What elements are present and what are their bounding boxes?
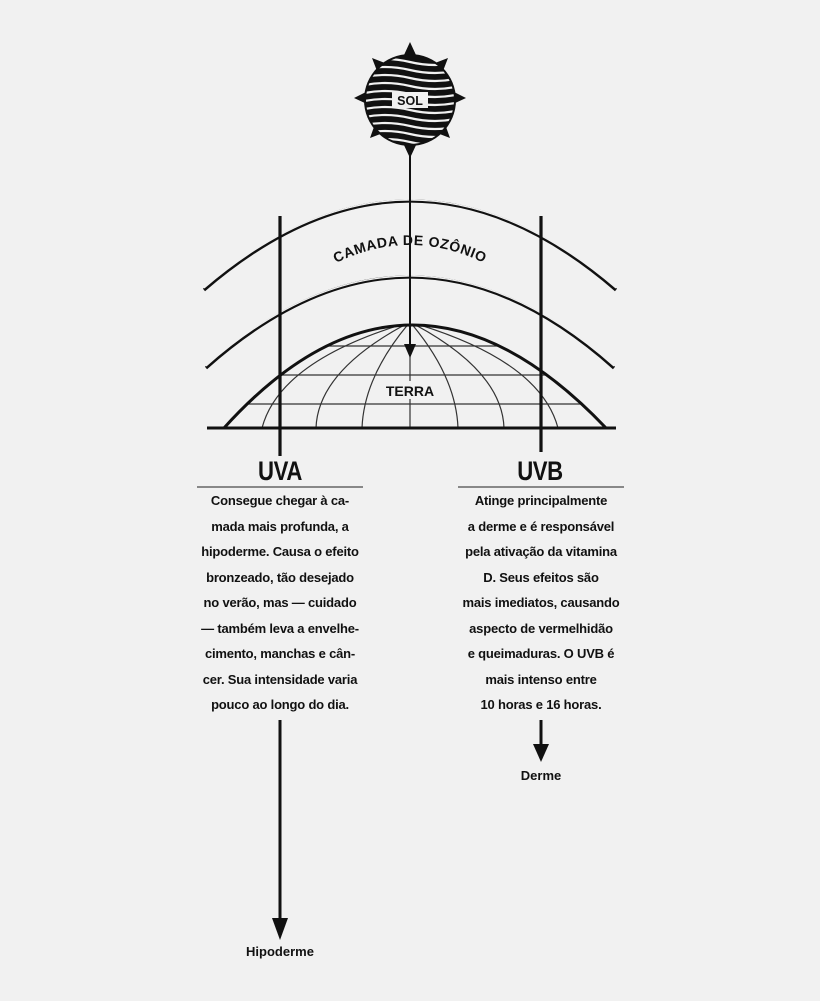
uvb-line: a derme e é responsável <box>467 518 615 534</box>
uvb-line: pela ativação da vitamina <box>465 544 617 559</box>
uvb-line: mais imediatos, causando <box>462 595 620 610</box>
uva-line: pouco ao longo do dia. <box>211 697 349 712</box>
sun-label: SOL <box>397 94 423 108</box>
uva-target-label: Hipoderme <box>246 944 314 959</box>
uvb-line: Atinge principalmente <box>474 493 608 508</box>
uvb-title: UVB <box>517 456 563 486</box>
uvb-description <box>456 488 626 718</box>
uvb-line: aspecto de vermelhidão <box>469 620 613 636</box>
uvb-line: D. Seus efeitos são <box>483 569 599 585</box>
uva-line: no verão, mas — cuidado <box>203 595 357 610</box>
uvb-line: mais intenso entre <box>485 671 597 687</box>
uva-line: hipoderme. Causa o efeito <box>201 544 359 559</box>
uva-description <box>195 488 365 718</box>
uva-title: UVA <box>258 456 302 486</box>
ozone-label: CAMADA DE OZÔNIO <box>330 231 490 266</box>
uva-line: Consegue chegar à ca- <box>210 493 350 508</box>
uva-line: cer. Sua intensidade varia <box>202 671 358 687</box>
uvb-line: 10 horas e 16 horas. <box>480 697 602 712</box>
earth-label: TERRA <box>385 383 435 399</box>
uva-line: mada mais profunda, a <box>211 518 349 534</box>
uvb-target-label: Derme <box>520 768 562 783</box>
uva-line: bronzeado, tão desejado <box>206 569 354 585</box>
uvb-line: e queimaduras. O UVB é <box>467 646 615 661</box>
uva-line: — também leva a envelhe- <box>201 620 359 636</box>
uva-line: cimento, manchas e cân- <box>204 646 355 661</box>
